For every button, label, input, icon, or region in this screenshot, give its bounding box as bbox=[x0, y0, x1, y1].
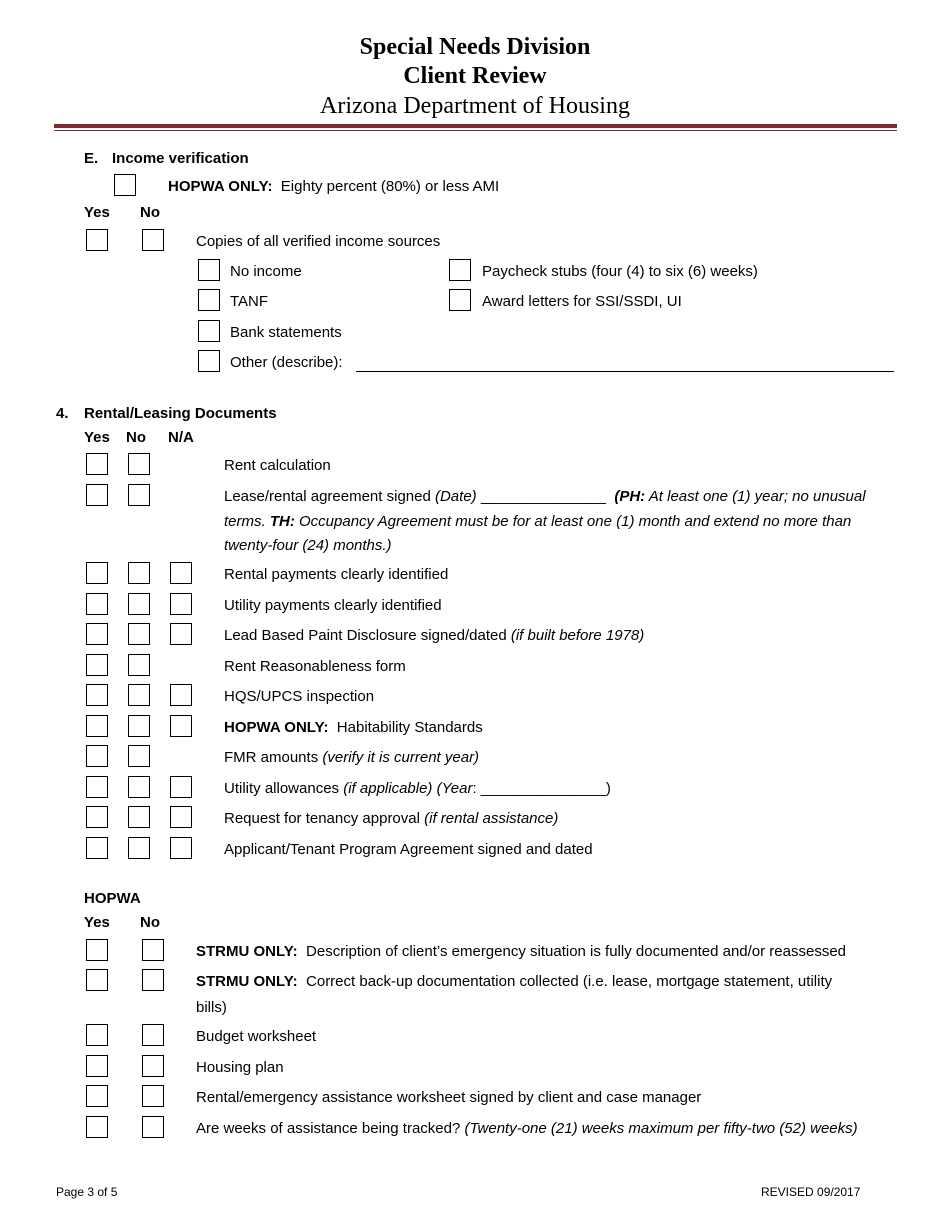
housing-plan-label: Housing plan bbox=[196, 1059, 284, 1076]
col-yes-header: Yes bbox=[84, 429, 110, 446]
habitability-label: HOPWA ONLY: Habitability Standards bbox=[224, 719, 483, 736]
strmu-backup-yes-checkbox[interactable] bbox=[86, 969, 108, 991]
assistance-worksheet-label: Rental/emergency assistance worksheet signed by client and case manager bbox=[196, 1089, 702, 1106]
document-title: Special Needs Division bbox=[359, 34, 591, 60]
tenancy-approval-yes-checkbox[interactable] bbox=[86, 806, 108, 828]
other-income-checkbox[interactable] bbox=[198, 350, 220, 372]
bank-statements-checkbox[interactable] bbox=[198, 320, 220, 342]
hopwa-section-title: HOPWA bbox=[84, 890, 141, 907]
col-no-header: No bbox=[126, 429, 146, 446]
rental-payments-yes-checkbox[interactable] bbox=[86, 562, 108, 584]
tenancy-approval-no-checkbox[interactable] bbox=[128, 806, 150, 828]
lead-paint-yes-checkbox[interactable] bbox=[86, 623, 108, 645]
assistance-worksheet-no-checkbox[interactable] bbox=[142, 1085, 164, 1107]
section-4-number: 4. bbox=[56, 405, 69, 422]
strmu-backup-label: STRMU ONLY: Correct back-up documentation collected (i.e. lease, mortgage statement, utility bbox=[196, 973, 833, 990]
rent-calc-no-checkbox[interactable] bbox=[128, 453, 150, 475]
paycheck-stubs-checkbox[interactable] bbox=[449, 259, 471, 281]
habitability-na-checkbox[interactable] bbox=[170, 715, 192, 737]
program-agreement-na-checkbox[interactable] bbox=[170, 837, 192, 859]
budget-worksheet-no-checkbox[interactable] bbox=[142, 1024, 164, 1046]
section-e-number: E. bbox=[84, 150, 99, 167]
tanf-checkbox[interactable] bbox=[198, 289, 220, 311]
document-subtitle: Client Review bbox=[403, 63, 547, 89]
utility-payments-no-checkbox[interactable] bbox=[128, 593, 150, 615]
lead-paint-na-checkbox[interactable] bbox=[170, 623, 192, 645]
rental-payments-label: Rental payments clearly identified bbox=[224, 566, 449, 583]
utility-payments-na-checkbox[interactable] bbox=[170, 593, 192, 615]
bank-statements-label: Bank statements bbox=[230, 324, 342, 341]
program-agreement-yes-checkbox[interactable] bbox=[86, 837, 108, 859]
program-agreement-label: Applicant/Tenant Program Agreement signed and dated bbox=[224, 841, 593, 858]
tenancy-approval-na-checkbox[interactable] bbox=[170, 806, 192, 828]
lead-paint-label: Lead Based Paint Disclosure signed/dated (if built before 1978) bbox=[224, 627, 645, 644]
budget-worksheet-yes-checkbox[interactable] bbox=[86, 1024, 108, 1046]
col-yes-header: Yes bbox=[84, 204, 110, 221]
strmu-backup-label-cont: bills) bbox=[196, 999, 227, 1016]
rent-reasonableness-no-checkbox[interactable] bbox=[128, 654, 150, 676]
revision-date: REVISED 09/2017 bbox=[761, 1185, 861, 1199]
utility-allowances-label: Utility allowances (if applicable) (Year: _______________) bbox=[224, 780, 611, 797]
lease-yes-checkbox[interactable] bbox=[86, 484, 108, 506]
lease-label-line3: twenty-four (24) months.) bbox=[224, 537, 392, 554]
income-copies-yes-checkbox[interactable] bbox=[86, 229, 108, 251]
strmu-description-label: STRMU ONLY: Description of client’s emergency situation is fully documented and/or reassessed bbox=[196, 943, 847, 960]
income-copies-label: Copies of all verified income sources bbox=[196, 233, 441, 250]
lease-label-line1: Lease/rental agreement signed (Date) _______________ (PH: At least one (1) year; no unusual bbox=[224, 488, 866, 505]
hqs-label: HQS/UPCS inspection bbox=[224, 688, 375, 705]
lead-paint-no-checkbox[interactable] bbox=[128, 623, 150, 645]
utility-payments-label: Utility payments clearly identified bbox=[224, 597, 442, 614]
col-no-header: No bbox=[140, 204, 160, 221]
other-income-describe-line[interactable] bbox=[356, 371, 894, 372]
col-yes-header: Yes bbox=[84, 914, 110, 931]
fmr-yes-checkbox[interactable] bbox=[86, 745, 108, 767]
agency-name: Arizona Department of Housing bbox=[320, 93, 630, 119]
assistance-worksheet-yes-checkbox[interactable] bbox=[86, 1085, 108, 1107]
utility-payments-yes-checkbox[interactable] bbox=[86, 593, 108, 615]
hopwa-ami-checkbox[interactable] bbox=[114, 174, 136, 196]
section-4-title: Rental/Leasing Documents bbox=[84, 405, 277, 422]
rent-reasonableness-label: Rent Reasonableness form bbox=[224, 658, 406, 675]
rent-calc-yes-checkbox[interactable] bbox=[86, 453, 108, 475]
no-income-label: No income bbox=[230, 263, 302, 280]
weeks-tracked-no-checkbox[interactable] bbox=[142, 1116, 164, 1138]
program-agreement-no-checkbox[interactable] bbox=[128, 837, 150, 859]
hqs-no-checkbox[interactable] bbox=[128, 684, 150, 706]
budget-worksheet-label: Budget worksheet bbox=[196, 1028, 317, 1045]
hopwa-ami-label: HOPWA ONLY: Eighty percent (80%) or less AMI bbox=[168, 178, 500, 195]
fmr-no-checkbox[interactable] bbox=[128, 745, 150, 767]
tanf-label: TANF bbox=[230, 293, 269, 310]
page-number: Page 3 of 5 bbox=[56, 1185, 118, 1199]
header-divider-thin bbox=[54, 130, 897, 131]
habitability-yes-checkbox[interactable] bbox=[86, 715, 108, 737]
strmu-description-yes-checkbox[interactable] bbox=[86, 939, 108, 961]
strmu-backup-no-checkbox[interactable] bbox=[142, 969, 164, 991]
housing-plan-no-checkbox[interactable] bbox=[142, 1055, 164, 1077]
rent-calc-label: Rent calculation bbox=[224, 457, 331, 474]
hqs-yes-checkbox[interactable] bbox=[86, 684, 108, 706]
weeks-tracked-label: Are weeks of assistance being tracked? (Twenty-one (21) weeks maximum per fifty-two (52) weeks) bbox=[196, 1120, 858, 1137]
col-no-header: No bbox=[140, 914, 160, 931]
other-income-label: Other (describe): bbox=[230, 354, 343, 371]
rental-payments-na-checkbox[interactable] bbox=[170, 562, 192, 584]
col-na-header: N/A bbox=[168, 429, 194, 446]
header-divider bbox=[54, 124, 897, 128]
habitability-no-checkbox[interactable] bbox=[128, 715, 150, 737]
award-letters-label: Award letters for SSI/SSDI, UI bbox=[482, 293, 682, 310]
rental-payments-no-checkbox[interactable] bbox=[128, 562, 150, 584]
tenancy-approval-label: Request for tenancy approval (if rental assistance) bbox=[224, 810, 559, 827]
paycheck-stubs-label: Paycheck stubs (four (4) to six (6) weeks) bbox=[482, 263, 758, 280]
no-income-checkbox[interactable] bbox=[198, 259, 220, 281]
utility-allowances-no-checkbox[interactable] bbox=[128, 776, 150, 798]
fmr-label: FMR amounts (verify it is current year) bbox=[224, 749, 480, 766]
section-e-title: Income verification bbox=[112, 150, 249, 167]
award-letters-checkbox[interactable] bbox=[449, 289, 471, 311]
strmu-description-no-checkbox[interactable] bbox=[142, 939, 164, 961]
utility-allowances-yes-checkbox[interactable] bbox=[86, 776, 108, 798]
lease-no-checkbox[interactable] bbox=[128, 484, 150, 506]
utility-allowances-na-checkbox[interactable] bbox=[170, 776, 192, 798]
rent-reasonableness-yes-checkbox[interactable] bbox=[86, 654, 108, 676]
weeks-tracked-yes-checkbox[interactable] bbox=[86, 1116, 108, 1138]
income-copies-no-checkbox[interactable] bbox=[142, 229, 164, 251]
lease-label-line2: terms. TH: Occupancy Agreement must be for at least one (1) month and extend no more than bbox=[224, 513, 852, 530]
housing-plan-yes-checkbox[interactable] bbox=[86, 1055, 108, 1077]
hqs-na-checkbox[interactable] bbox=[170, 684, 192, 706]
